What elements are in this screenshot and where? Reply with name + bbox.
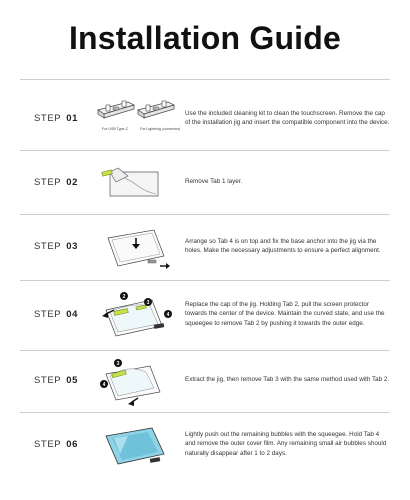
finished-phone-illustration [88,414,184,474]
marker-3 [144,298,152,306]
squeegee-tab2-illustration [88,284,184,344]
step-06 [20,414,390,474]
step-03 [20,216,390,276]
step-02 [20,152,390,212]
caption-usb-c: For USB Type-C [102,127,129,131]
marker-4 [164,310,172,318]
step-description: Arrange so Tab 4 is on top and fix the base anchor into the jig via the holes. Make the necessary adjustments to ensure a perfect alignment. [185,237,381,254]
align-tab4-illustration [88,216,184,276]
marker-2 [120,292,128,300]
step-description: Use the included cleaning kit to clean the touchscreen. Remove the cap of the installation jig and insert the compatible component into the device. [185,109,390,126]
step-number: 02 [66,176,78,188]
step-label [34,88,78,148]
page-title: Installation Guide [68,20,342,56]
svg-text:4: 4 [102,382,106,388]
lightning-component-icon [138,101,174,118]
step-word: STEP [34,112,62,124]
divider [20,150,390,151]
svg-text:4: 4 [166,312,170,318]
divider [20,412,390,413]
step-description: Remove Tab 1 layer. [185,178,243,186]
marker-4 [100,380,108,388]
step-04 [20,284,390,344]
step-word: STEP [34,308,62,320]
step-label [34,350,78,410]
svg-text:3: 3 [146,300,150,306]
step-description: Replace the cap of the jig. Holding Tab 2, pull the screen protector towards the center of the device. Maintain the curved state, and use the squeegee to remove Tab 2 by pushing it towards the outer edge. [185,301,385,327]
svg-text:2: 2 [122,294,126,300]
step-number: 03 [66,240,78,252]
step-number: 05 [66,374,78,386]
svg-text:3: 3 [116,361,120,367]
step-label [34,152,78,212]
step-word: STEP [34,176,62,188]
step-number: 06 [66,438,78,450]
step-label [34,284,78,344]
divider [20,79,390,80]
divider [20,280,390,281]
step-description: Lightly push out the remaining bubbles with the squeegee. Hold Tab 4 and remove the outer cover film. Any remaining small air bubbles should naturally disappear after 1 to 2 days. [185,431,387,457]
remove-tab3-illustration [88,350,184,410]
step-number: 01 [66,112,78,124]
step-number: 04 [66,308,78,320]
divider [20,214,390,215]
caption-lightning: For Lightning (connector) [140,127,181,131]
step-word: STEP [34,240,62,252]
marker-3 [114,359,122,367]
step-description: Extract the jig, then remove Tab 3 with the same method used with Tab 2. [185,376,390,384]
remove-tab1-illustration [88,152,184,212]
usb-c-component-icon [98,101,134,118]
step-word: STEP [34,438,62,450]
jig-components-illustration [88,88,184,148]
step-label [34,414,78,474]
step-05 [20,350,390,410]
step-01 [20,88,390,148]
step-label [34,216,78,276]
step-word: STEP [34,374,62,386]
